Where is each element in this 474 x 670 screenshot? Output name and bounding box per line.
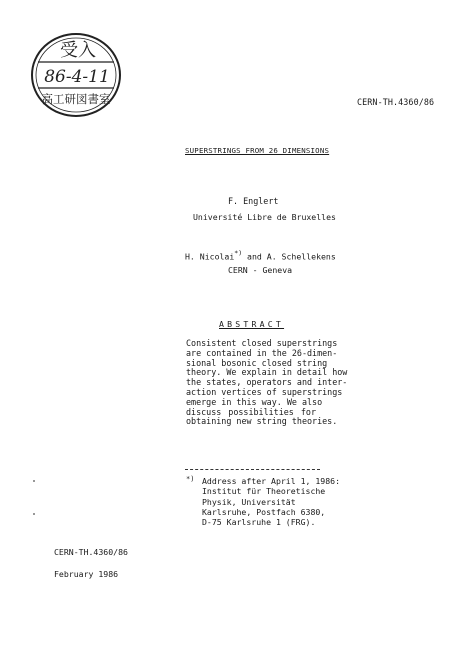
footnote-separator: [185, 469, 320, 470]
footnote-marker: *): [186, 475, 195, 483]
author-englert: F. Englert: [228, 196, 279, 206]
author-nicolai: H. Nicolai: [185, 251, 235, 262]
footnote-marker-inline: *): [234, 249, 243, 257]
affiliation-cern: CERN - Geneva: [228, 265, 293, 275]
author-schellekens: and A. Schellekens: [242, 251, 336, 262]
abstract-body: [186, 338, 348, 427]
stamp-date-text: 86-4-11: [44, 67, 110, 87]
report-number-bottom: CERN-TH.4360/86: [54, 547, 128, 557]
footnote-line: Physik, Universität: [202, 496, 296, 507]
library-received-stamp: [28, 30, 124, 120]
publication-date: February 1986: [54, 569, 119, 579]
paper-title: SUPERSTRINGS FROM 26 DIMENSIONS: [185, 146, 330, 155]
report-number-top: CERN-TH.4360/86: [357, 97, 435, 107]
affiliation-bruxelles: Université Libre de Bruxelles: [193, 212, 336, 222]
abstract-line: the states, operators and inter-: [186, 377, 348, 388]
footnote-line: D-75 Karlsruhe 1 (FRG).: [202, 517, 316, 528]
footnote-line: Karlsruhe, Postfach 6380,: [202, 506, 326, 517]
stamp-top-text: 受入: [60, 40, 96, 61]
abstract-line: Consistent closed superstrings: [186, 338, 338, 348]
abstract-line: emerge in this way. We also: [186, 396, 323, 407]
footnote-line: Institut für Theoretische: [202, 486, 326, 497]
abstract-line: are contained in the 26-dimen-: [186, 347, 338, 358]
stamp-graphic: [28, 30, 124, 120]
scan-speck: [33, 480, 35, 482]
footnote: [186, 475, 341, 528]
abstract-line: discuss possibilities for: [186, 406, 316, 417]
abstract-line: action vertices of superstrings: [186, 386, 343, 397]
footnote-line: Address after April 1, 1986:: [202, 476, 341, 486]
abstract-line: theory. We explain in detail how: [186, 367, 348, 378]
abstract-heading: ABSTRACT: [219, 319, 285, 329]
abstract-line: sional bosonic closed string: [186, 357, 328, 368]
author-line-nicolai-schellekens: [185, 250, 336, 262]
abstract-line: obtaining new string theories.: [186, 416, 338, 427]
stamp-bottom-text: 高工研図書室: [41, 92, 111, 106]
scan-speck: [33, 513, 35, 515]
